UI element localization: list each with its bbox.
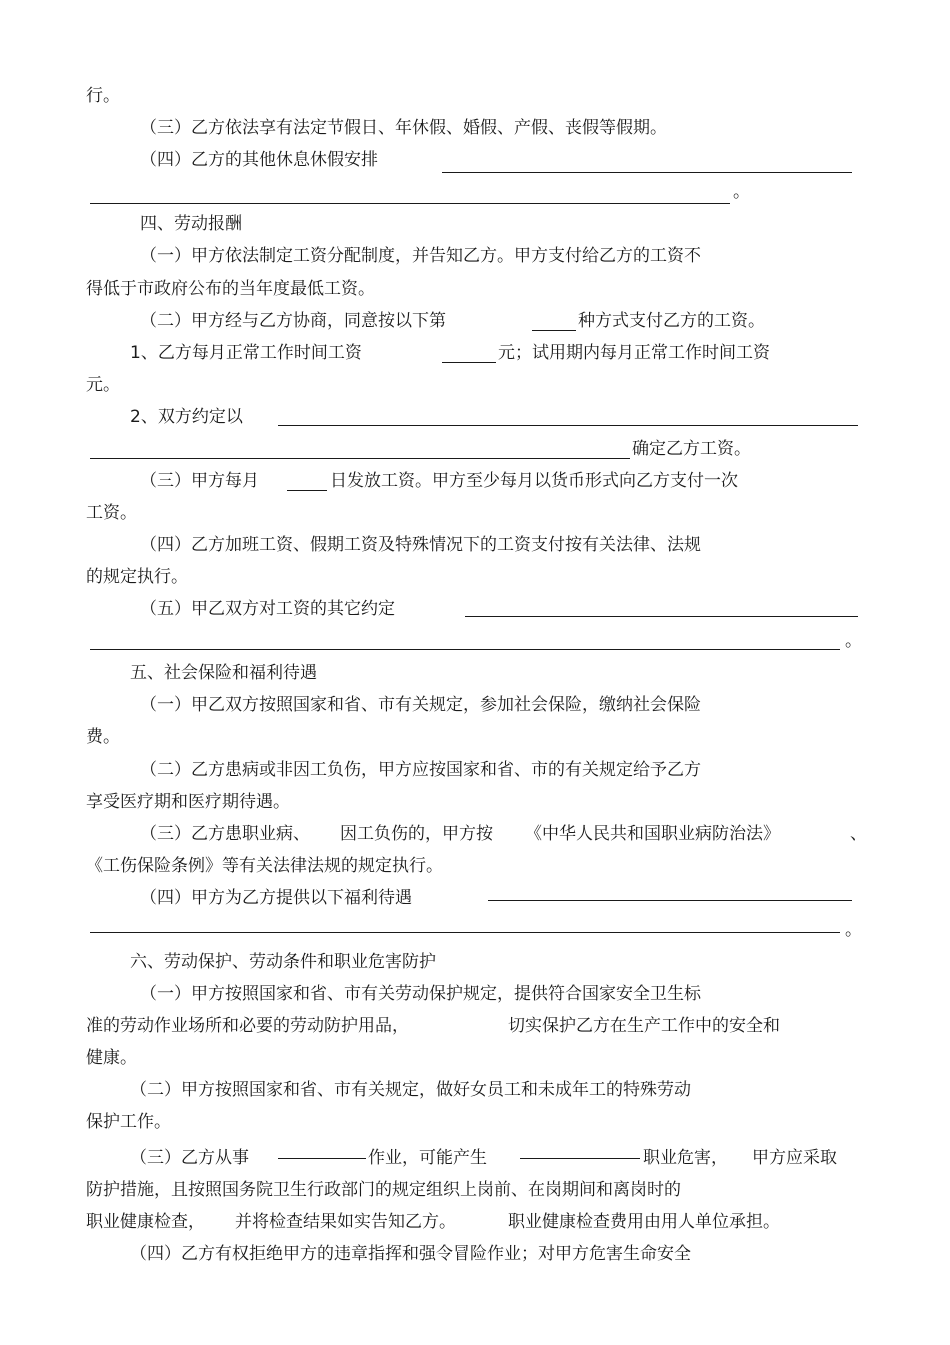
text-line: （二）甲方经与乙方协商，同意按以下第 [140, 311, 446, 331]
text-line: 得低于市政府公布的当年度最低工资。 [86, 279, 375, 299]
blank-payment-method[interactable] [532, 330, 576, 331]
text-line: 1、乙方每月正常工作时间工资 [130, 343, 362, 363]
text-line: 元。 [86, 375, 120, 395]
blank-monthly-wage[interactable] [442, 362, 496, 363]
blank-hazard[interactable] [520, 1158, 640, 1159]
text-line: 五、社会保险和福利待遇 [130, 663, 317, 683]
text-line: （三）乙方从事 [130, 1148, 249, 1168]
blank-other-leave-cont[interactable] [90, 203, 730, 204]
text-line: （三）甲方每月 [140, 471, 259, 491]
text-line: （一）甲方按照国家和省、市有关劳动保护规定，提供符合国家安全卫生标 [140, 984, 701, 1004]
text-line: 职业健康检查， [86, 1212, 205, 1232]
text-line: 。 [845, 631, 862, 651]
blank-other-wage-terms[interactable] [465, 616, 858, 617]
blank-pay-day[interactable] [287, 490, 327, 491]
text-line: （四）乙方加班工资、假期工资及特殊情况下的工资支付按有关法律、法规 [140, 535, 701, 555]
text-line: （四）乙方的其他休息休假安排 [140, 150, 378, 170]
text-line: 《中华人民共和国职业病防治法》 [525, 824, 780, 844]
blank-welfare-cont[interactable] [90, 932, 840, 933]
text-line: （二）甲方按照国家和省、市有关规定，做好女员工和未成年工的特殊劳动 [130, 1080, 691, 1100]
text-line: 防护措施，且按照国务院卫生行政部门的规定组织上岗前、在岗期间和离岗时的 [86, 1180, 681, 1200]
blank-welfare[interactable] [488, 900, 852, 901]
text-line: 。 [845, 920, 862, 940]
text-line: （三）乙方依法享有法定节假日、年休假、婚假、产假、丧假等假期。 [140, 118, 667, 138]
blank-other-wage-terms-cont[interactable] [90, 649, 840, 650]
text-line: 因工负伤的，甲方按 [340, 824, 493, 844]
text-line: 并将检查结果如实告知乙方。 [235, 1212, 456, 1232]
blank-wage-agreement-cont[interactable] [90, 458, 630, 459]
text-line: 四、劳动报酬 [140, 214, 242, 234]
blank-other-leave[interactable] [442, 172, 852, 173]
text-line: 职业健康检查费用由用人单位承担。 [508, 1212, 780, 1232]
text-line: （四）乙方有权拒绝甲方的违章指挥和强令冒险作业；对甲方危害生命安全 [130, 1244, 691, 1264]
text-line: 费。 [86, 727, 120, 747]
text-line: 《工伤保险条例》等有关法律法规的规定执行。 [86, 856, 443, 876]
text-line: 职业危害， [643, 1148, 728, 1168]
text-line: （五）甲乙双方对工资的其它约定 [140, 599, 395, 619]
text-line: 工资。 [86, 503, 137, 523]
text-line: （二）乙方患病或非因工负伤，甲方应按国家和省、市的有关规定给予乙方 [140, 760, 701, 780]
blank-work-type[interactable] [278, 1158, 366, 1159]
text-line: （三）乙方患职业病、 [140, 824, 310, 844]
text-line: 种方式支付乙方的工资。 [578, 311, 765, 331]
text-line: 2、双方约定以 [130, 407, 243, 427]
text-line: 健康。 [86, 1048, 137, 1068]
text-line: 日发放工资。甲方至少每月以货币形式向乙方支付一次 [330, 471, 738, 491]
text-line: （一）甲方依法制定工资分配制度，并告知乙方。甲方支付给乙方的工资不 [140, 246, 701, 266]
text-line: 。 [733, 182, 750, 202]
text-line: 元；试用期内每月正常工作时间工资 [498, 343, 770, 363]
text-line: （四）甲方为乙方提供以下福利待遇 [140, 888, 412, 908]
blank-wage-agreement[interactable] [278, 425, 858, 426]
text-line: 、 [850, 824, 867, 844]
text-line: 甲方应采取 [752, 1148, 837, 1168]
text-line: 准的劳动作业场所和必要的劳动防护用品， [86, 1016, 409, 1036]
text-line: 享受医疗期和医疗期待遇。 [86, 792, 290, 812]
text-line: 行。 [86, 86, 120, 106]
text-line: 切实保护乙方在生产工作中的安全和 [508, 1016, 780, 1036]
text-line: （一）甲乙双方按照国家和省、市有关规定，参加社会保险，缴纳社会保险 [140, 695, 701, 715]
text-line: 确定乙方工资。 [632, 439, 751, 459]
text-line: 的规定执行。 [86, 567, 188, 587]
text-line: 保护工作。 [86, 1112, 171, 1132]
text-line: 作业，可能产生 [368, 1148, 487, 1168]
text-line: 六、劳动保护、劳动条件和职业危害防护 [130, 952, 436, 972]
